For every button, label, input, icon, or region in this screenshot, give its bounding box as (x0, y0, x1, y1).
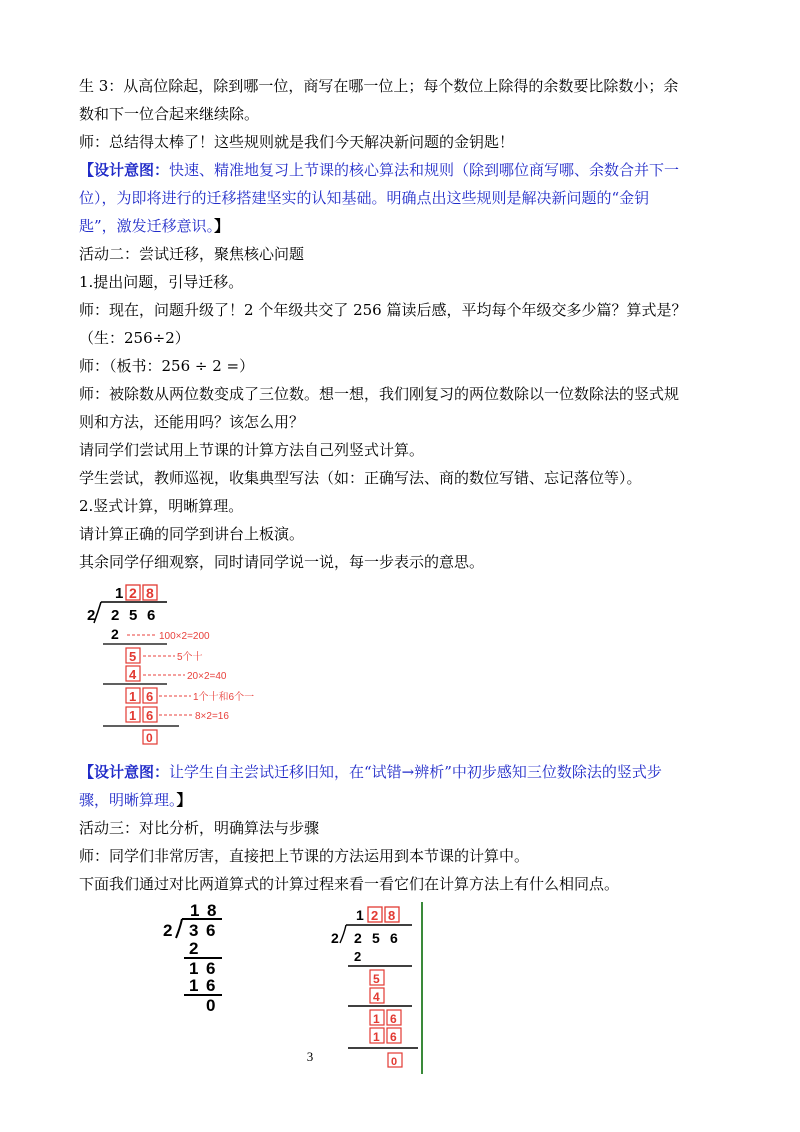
product-digit: 1 (373, 1030, 380, 1044)
paragraph: 师：总结得太棒了！这些规则就是我们今天解决新问题的金钥匙！ (79, 133, 515, 151)
divisor: 2 (331, 930, 339, 946)
dividend-digit: 3 (189, 921, 199, 940)
quotient-digit: 2 (371, 908, 379, 923)
remainder-digit: 6 (206, 959, 216, 978)
remainder-digit: 6 (146, 689, 154, 704)
paragraph: 生 3：从高位除起，除到哪一位，商写在哪一位上；每个数位上除得的余数要比除数小；余 (79, 77, 679, 95)
divisor: 2 (163, 921, 173, 940)
quotient-digit: 8 (388, 908, 396, 923)
design-intent-text: 匙”，激发迁移意识。 (79, 217, 215, 235)
paragraph: （生：256÷2） (79, 329, 190, 347)
remainder-digit: 1 (189, 959, 199, 978)
product-digit: 2 (111, 626, 119, 642)
dividend-digit: 2 (354, 930, 362, 946)
paragraph: 师：现在，问题升级了！2 个年级共交了 256 篇读后感，平均每个年级交多少篇？算式是？ (79, 301, 687, 319)
paragraph: 数和下一位合起来继续除。 (79, 105, 260, 123)
quotient-digit: 1 (115, 585, 124, 602)
paragraph: 请计算正确的同学到讲台上板演。 (79, 525, 305, 543)
product-digit: 6 (206, 976, 216, 995)
design-intent-paragraph (79, 160, 729, 180)
design-intent-text: 骤，明晰算理。 (79, 791, 177, 809)
paragraph: 请同学们尝试用上节课的计算方法自己列竖式计算。 (79, 441, 425, 459)
product-digit: 2 (354, 949, 362, 964)
product-digit: 1 (129, 708, 137, 723)
step-heading: 2.竖式计算，明晰算理。 (79, 497, 244, 515)
design-intent-text: 让学生自主尝试迁移旧知，在“试错→辨析”中初步感知三位数除法的竖式步 (169, 763, 662, 781)
quotient-digit: 8 (207, 901, 217, 920)
page-number: 3 (306, 1049, 314, 1064)
product-digit: 6 (146, 708, 154, 723)
annotation-note: 5个十 (177, 652, 203, 663)
quotient-digit: 1 (356, 907, 364, 923)
final-remainder: 0 (146, 731, 153, 745)
dividend-digit: 5 (129, 607, 138, 624)
product-digit: 4 (373, 990, 380, 1004)
paragraph: 师：同学们非常厉害，直接把上节课的方法运用到本节课的计算中。 (79, 847, 530, 865)
design-intent-paragraph (79, 216, 729, 236)
design-intent-tag-end: 】 (176, 791, 192, 809)
final-remainder: 0 (206, 996, 216, 1014)
step-heading: 1.提出问题，引导迁移。 (79, 273, 244, 291)
design-intent-tag-end: 】 (214, 217, 230, 235)
paragraph: 其余同学仔细观察，同时请同学说一说，每一步表示的意思。 (79, 553, 485, 571)
remainder-digit: 5 (129, 649, 137, 664)
quotient-digit: 2 (129, 585, 137, 601)
final-remainder: 0 (391, 1056, 398, 1068)
paragraph: 则和方法，还能用吗？该怎么用？ (79, 413, 305, 431)
activity-heading: 活动三：对比分析，明确算法与步骤 (79, 819, 320, 837)
annotation-note: 1个十和6个一 (193, 692, 255, 703)
paragraph: 学生尝试，教师巡视，收集典型写法（如：正确写法、商的数位写错、忘记落位等）。 (79, 469, 642, 487)
long-division-figure-annotated (79, 580, 335, 748)
dividend-digit: 6 (147, 607, 156, 624)
paragraph: 下面我们通过对比两道算式的计算过程来看一看它们在计算方法上有什么相同点。 (79, 875, 620, 893)
long-division-figure-two-digit (160, 898, 240, 1014)
product-digit: 1 (189, 976, 199, 995)
remainder-digit: 6 (390, 1012, 397, 1026)
design-intent-paragraph (79, 762, 729, 782)
paragraph: 师：被除数从两位数变成了三位数。想一想，我们刚复习的两位数除以一位数除法的竖式规 (79, 385, 680, 403)
product-digit: 2 (189, 939, 199, 958)
dividend-digit: 6 (206, 921, 216, 940)
quotient-digit: 8 (146, 585, 154, 601)
dividend-digit: 6 (390, 930, 398, 946)
product-digit: 6 (390, 1030, 397, 1044)
remainder-digit: 1 (129, 689, 137, 704)
annotation-note: 8×2=16 (195, 711, 229, 722)
activity-heading: 活动二：尝试迁移，聚焦核心问题 (79, 245, 305, 263)
remainder-digit: 5 (373, 972, 380, 986)
dividend-digit: 2 (111, 607, 120, 624)
quotient-digit: 1 (190, 901, 200, 920)
design-intent-text: 位），为即将进行的迁移搭建坚实的认知基础。明确点出这些规则是解决新问题的“金钥 (79, 189, 650, 207)
design-intent-text: 快速、精准地复习上节课的核心算法和规则（除到哪位商写哪、余数合并下一 (169, 161, 680, 179)
annotation-note: 20×2=40 (187, 671, 227, 682)
divisor: 2 (87, 607, 96, 624)
design-intent-tag: 【设计意图： (79, 763, 170, 781)
design-intent-paragraph (79, 790, 729, 810)
product-digit: 4 (129, 667, 137, 682)
remainder-digit: 1 (373, 1012, 380, 1026)
long-division-figure-three-digit (330, 902, 425, 1074)
paragraph: 师：（板书：256 ÷ 2 =） (79, 357, 255, 375)
design-intent-tag: 【设计意图： (79, 161, 170, 179)
dividend-digit: 5 (372, 930, 380, 946)
annotation-note: 100×2=200 (159, 631, 210, 642)
